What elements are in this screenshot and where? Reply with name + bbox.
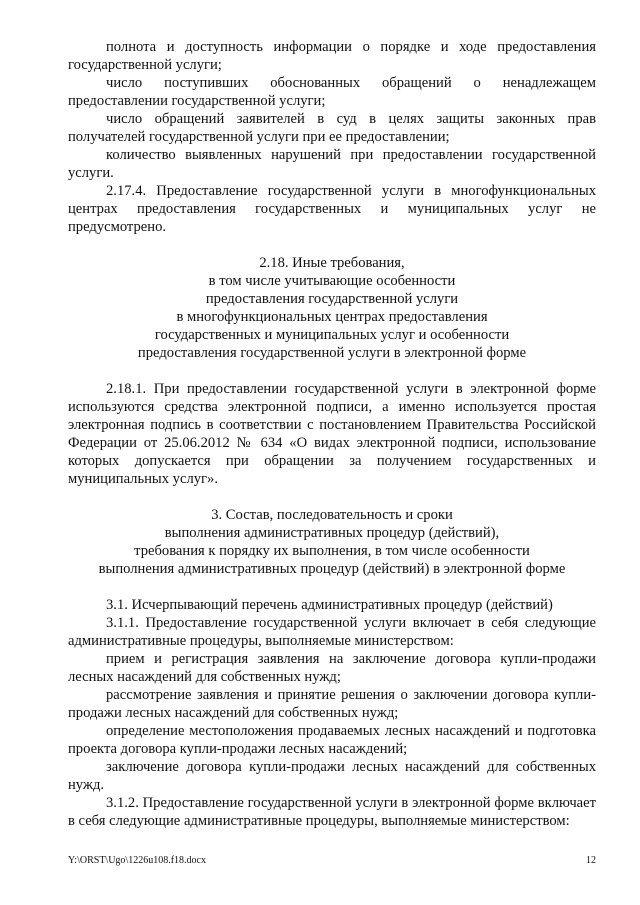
list-item-procedure: рассмотрение заявления и принятие решения о заключении договора купли-продажи лесных насаждений для собственных нужд; bbox=[68, 687, 596, 721]
section-heading-3 bbox=[68, 506, 596, 578]
heading-line: государственных и муниципальных услуг и особенности bbox=[154, 327, 510, 343]
document-body bbox=[68, 38, 596, 830]
heading-line: выполнения административных процедур (действий) в электронной форме bbox=[98, 561, 566, 577]
paragraph-2-17-4: 2.17.4. Предоставление государственной услуги в многофункциональных центрах предоставления государственных и муниципальных услуг не предусмотрено. bbox=[68, 183, 596, 235]
heading-line: 2.18. Иные требования, bbox=[259, 255, 405, 271]
heading-line: в том числе учитывающие особенности bbox=[208, 273, 456, 289]
footer-file-path: Y:\ORST\Ugo\1226u108.f18.docx bbox=[68, 855, 206, 866]
paragraph-3-1: 3.1. Исчерпывающий перечень административных процедур (действий) bbox=[106, 597, 553, 613]
heading-line: предоставления государственной услуги в электронной форме bbox=[137, 345, 527, 361]
heading-line: выполнения административных процедур (действий), bbox=[164, 525, 500, 541]
heading-line: в многофункциональных центрах предоставления bbox=[176, 309, 488, 325]
paragraph-3-1-1: 3.1.1. Предоставление государственной услуги включает в себя следующие административные процедуры, выполняемые министерством: bbox=[68, 615, 596, 649]
heading-line: 3. Состав, последовательность и сроки bbox=[211, 507, 453, 523]
page-number: 12 bbox=[586, 855, 596, 866]
paragraph-2-18-1: 2.18.1. При предоставлении государственной услуги в электронной форме используются средства электронной подписи, а именно используется простая электронная подпись в соответствии с постановлением Правительства Российской Федерации от 25.06.2012 № 634 «О видах электронной подписи, использование которых допускается при обращении за получением государственных и муниципальных услуг». bbox=[68, 381, 596, 487]
list-item-procedure: определение местоположения продаваемых лесных насаждений и подготовка проекта договора купли-продажи лесных насаждений; bbox=[68, 723, 596, 757]
heading-line: предоставления государственной услуги bbox=[205, 291, 459, 307]
heading-line: требования к порядку их выполнения, в том числе особенности bbox=[134, 543, 530, 559]
paragraph: полнота и доступность информации о порядке и ходе предоставления государственной услуги; bbox=[68, 39, 596, 73]
paragraph: количество выявленных нарушений при предоставлении государственной услуги. bbox=[68, 147, 596, 181]
paragraph: число обращений заявителей в суд в целях защиты законных прав получателей государственной услуги при ее предоставлении; bbox=[68, 111, 596, 145]
paragraph-3-1-2: 3.1.2. Предоставление государственной услуги в электронной форме включает в себя следующие административные процедуры, выполняемые министерством: bbox=[68, 795, 596, 829]
section-heading-2-18 bbox=[68, 254, 596, 362]
list-item-procedure: заключение договора купли-продажи лесных насаждений для собственных нужд. bbox=[68, 759, 596, 793]
paragraph: число поступивших обоснованных обращений о ненадлежащем предоставлении государственной услуги; bbox=[68, 75, 596, 109]
list-item-procedure: прием и регистрация заявления на заключение договора купли-продажи лесных насаждений для собственных нужд; bbox=[68, 651, 596, 685]
